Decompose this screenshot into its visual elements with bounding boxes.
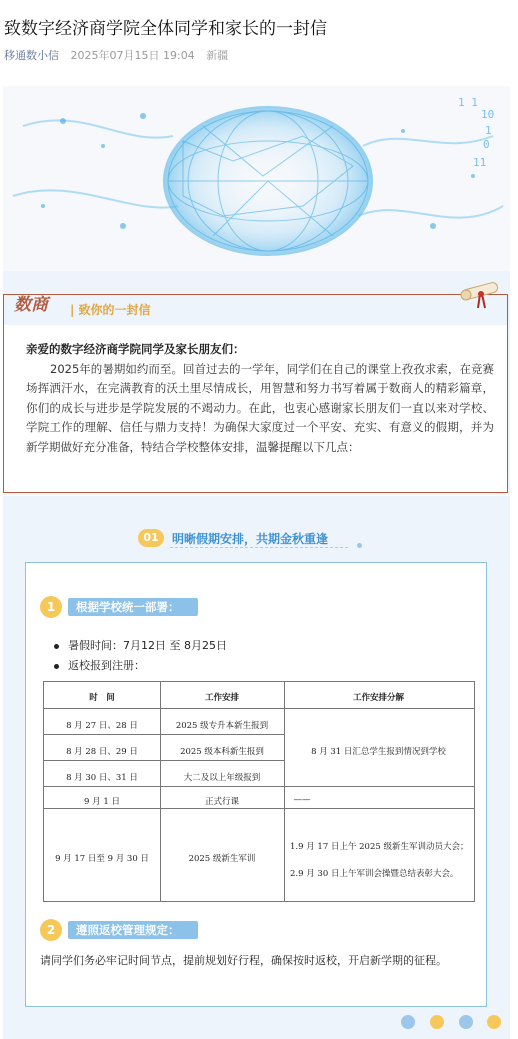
decor-dot — [401, 1015, 415, 1029]
svg-text:1: 1 — [485, 124, 492, 137]
table-cell: 2025 级本科新生报到 — [180, 747, 264, 757]
table-cell: 9 月 1 日 — [84, 797, 120, 807]
bullet-vacation-time: 暑假时间：7月12日 至 8月25日 — [54, 636, 227, 656]
item-2-number: 2 — [40, 919, 62, 941]
hero-image — [3, 86, 510, 271]
publish-date: 2025年07月15日 19:04 — [70, 49, 195, 62]
table-cell: 8 月 28 日、29 日 — [66, 747, 138, 757]
decor-dot — [430, 1015, 444, 1029]
bullet-registration: 返校报到注册： — [54, 656, 227, 676]
article-meta — [4, 47, 228, 63]
table-cell: 9 月 17 日至 9 月 30 日 — [55, 854, 149, 864]
letter-content — [26, 340, 494, 457]
table-header-arrangement: 工作安排 — [204, 693, 239, 703]
decor-dot — [487, 1015, 501, 1029]
table-cell: 正式行课 — [204, 797, 239, 807]
svg-text:11: 11 — [473, 156, 487, 169]
article-title: 致数字经济商学院全体同学和家长的一封信 — [4, 19, 327, 39]
item-1-bullets — [54, 636, 227, 676]
letter-body: 2025年的暑期如约而至。回首过去的一学年，同学们在自己的课堂上孜孜求索，在竞赛场挥洒汗水，在完满教育的沃土里尽情成长，用智慧和努力书写着属于数商人的精彩篇章，你们的成长与进步是学院发展的不竭动力。在此，也衷心感谢家长朋友们一直以来对学校、学院工作的理解、信任与鼎力支持！为确保大家度过一个平安、充实、有意义的假期，并为新学期做好充分准备，特结合学校整体安排，温馨提醒以下几点： — [26, 361, 494, 454]
decor-dot — [459, 1015, 473, 1029]
section-number: 01 — [138, 529, 164, 547]
svg-text:1 1: 1 1 — [458, 96, 478, 109]
scroll-icon — [458, 278, 506, 314]
table-header-time: 时 间 — [89, 693, 115, 703]
table-cell-dash: —— — [293, 795, 311, 805]
item-1-number: 1 — [40, 596, 62, 618]
svg-text:0: 0 — [483, 138, 490, 151]
brand-logo-text: 数商 — [14, 295, 48, 315]
section-title: 明晰假期安排，共期金秋重逢 — [172, 532, 329, 546]
section-dot — [357, 543, 362, 548]
item-2-label: 遵照返校管理规定： — [68, 921, 198, 939]
letter-greeting: 亲爱的数字经济商学院同学及家长朋友们： — [26, 342, 245, 356]
account-name-link[interactable]: 移通数小信 — [4, 49, 59, 62]
table-cell: 8 月 30 日、31 日 — [66, 773, 138, 783]
letter-tagline: | 致你的一封信 — [70, 303, 151, 317]
publish-location: 新疆 — [206, 49, 229, 62]
table-cell-training-2: 2.9 月 30 日上午军训会操暨总结表彰大会。 — [290, 869, 459, 879]
table-header-detail: 工作安排分解 — [352, 693, 404, 703]
table-cell: 2025 级专升本新生报到 — [175, 721, 269, 731]
item-2-text: 请同学们务必牢记时间节点，提前规划好行程，确保按时返校，开启新学期的征程。 — [40, 954, 447, 967]
table-cell: 大二及以上年级报到 — [183, 773, 261, 783]
svg-text:10: 10 — [481, 108, 495, 121]
schedule-table — [43, 681, 475, 902]
table-cell-training-1: 1.9 月 17 日上午 2025 级新生军训动员大会； — [290, 842, 469, 852]
table-cell-merged: 8 月 31 日汇总学生报到情况到学校 — [311, 747, 446, 757]
table-cell: 8 月 27 日、28 日 — [66, 721, 138, 731]
section-underline — [170, 547, 348, 548]
item-1-label: 根据学校统一部署： — [68, 598, 198, 616]
table-cell: 2025 级新生军训 — [188, 854, 256, 864]
